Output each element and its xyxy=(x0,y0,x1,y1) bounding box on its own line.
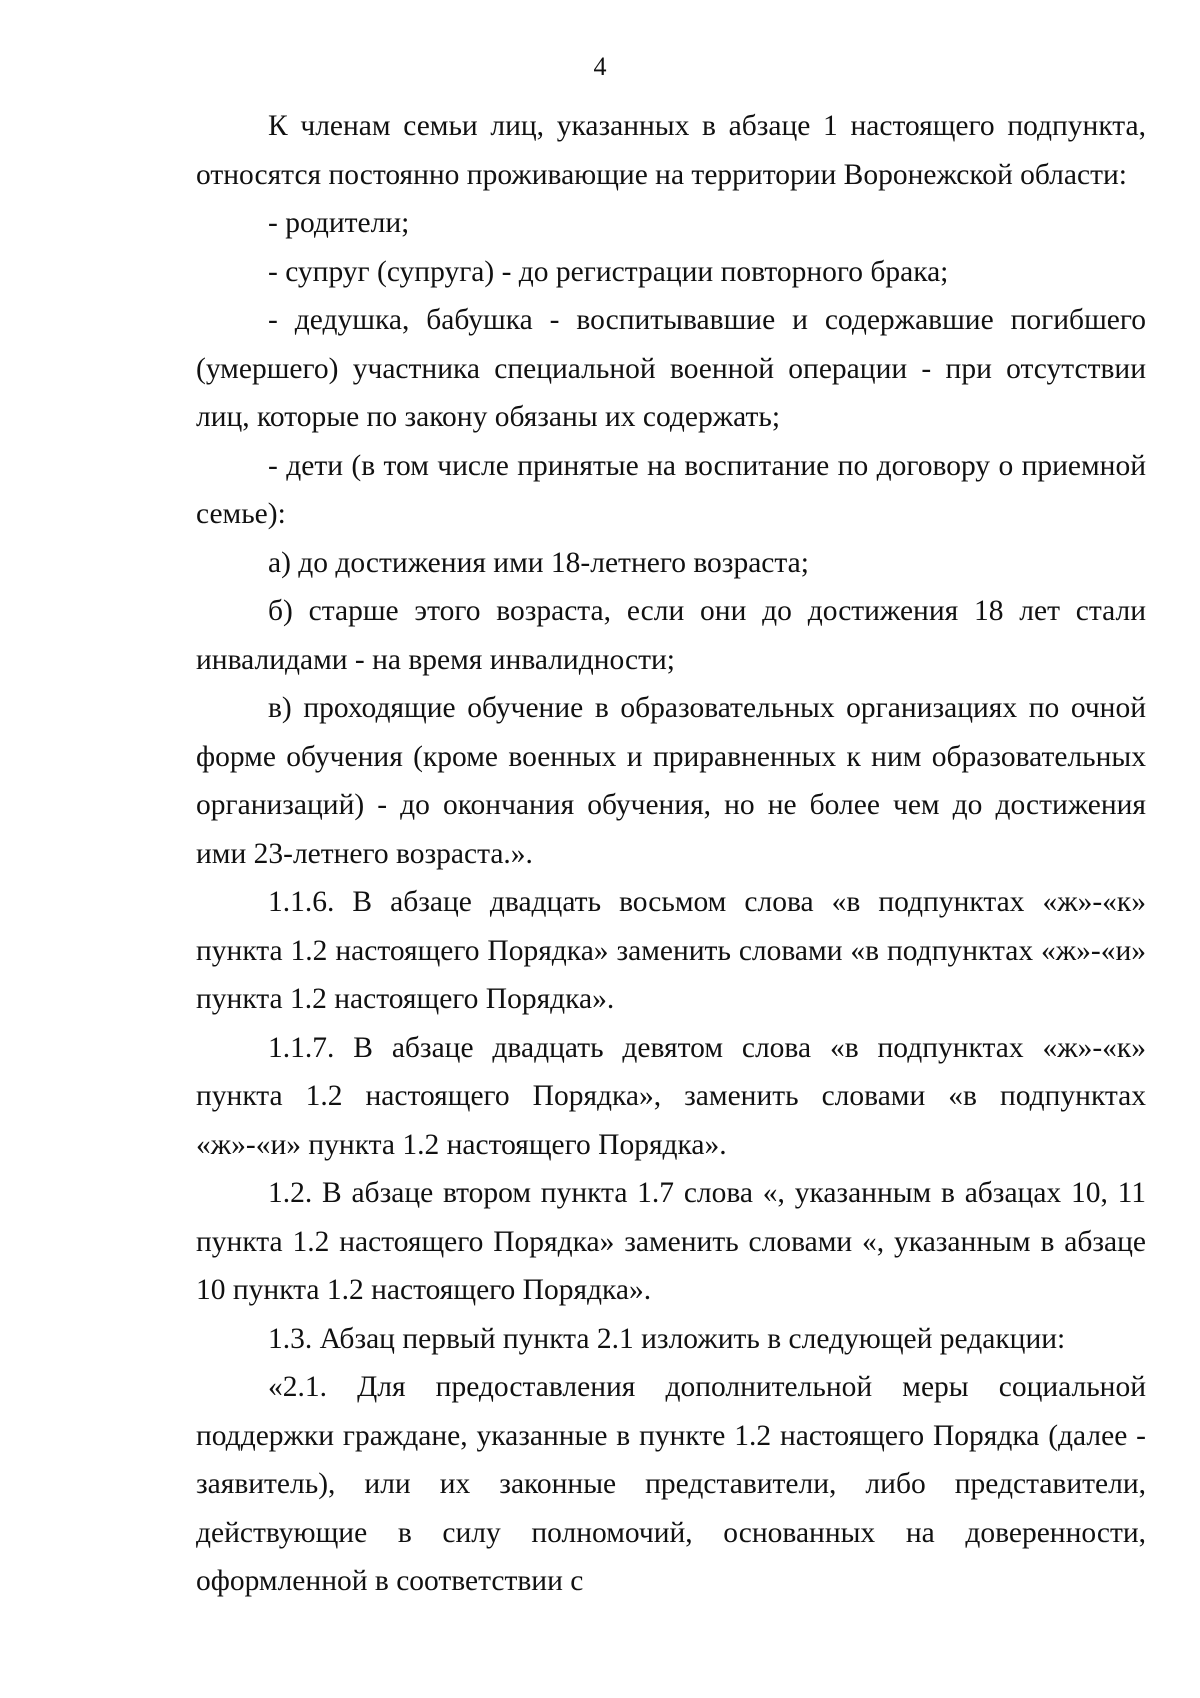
paragraph-parents: - родители; xyxy=(268,207,410,239)
paragraph-1-1-6: 1.1.6. В абзаце двадцать восьмом слова «в подпунктах «ж»-«к» пункта 1.2 настоящего Порядка» заменить словами «в подпунктах «ж»-«и» пункта 1.2 настоящего Порядка». xyxy=(196,886,1146,1015)
paragraph-item-b: б) старше этого возраста, если они до достижения 18 лет стали инвалидами - на время инвалидности; xyxy=(196,595,1146,676)
paragraph-children: - дети (в том числе принятые на воспитание по договору о приемной семье): xyxy=(196,449,1146,530)
paragraph-grandparents: - дедушка, бабушка - воспитывавшие и содержавшие погибшего (умершего) участника специальной военной операции - при отсутствии лиц, которые по закону обязаны их содержать; xyxy=(196,304,1146,433)
paragraph-family-members: К членам семьи лиц, указанных в абзаце 1 настоящего подпункта, относятся постоянно проживающие на территории Воронежской области: xyxy=(196,110,1146,191)
paragraph-2-1: «2.1. Для предоставления дополнительной меры социальной поддержки граждане, указанные в пункте 1.2 настоящего Порядка (далее - заявитель), или их законные представители, либо представители, действующие в силу полномочий, основанных на доверенности, оформленной в соответствии с xyxy=(196,1371,1146,1597)
document-body xyxy=(196,102,1146,1606)
page-number: 4 xyxy=(593,52,607,81)
paragraph-1-2: 1.2. В абзаце втором пункта 1.7 слова «, указанным в абзацах 10, 11 пункта 1.2 настоящего Порядка» заменить словами «, указанным в абзаце 10 пункта 1.2 настоящего Порядка». xyxy=(196,1177,1146,1306)
paragraph-spouse: - супруг (супруга) - до регистрации повторного брака; xyxy=(268,255,949,288)
paragraph-1-3: 1.3. Абзац первый пункта 2.1 изложить в следующей редакции: xyxy=(268,1322,1066,1355)
paragraph-item-v: в) проходящие обучение в образовательных организациях по очной форме обучения (кроме военных и приравненных к ним образовательных организаций) - до окончания обучения, но не более чем до достижения ими 23-летнего возраста.». xyxy=(196,692,1146,870)
paragraph-1-1-7: 1.1.7. В абзаце двадцать девятом слова «в подпунктах «ж»-«к» пункта 1.2 настоящего Порядка», заменить словами «в подпунктах «ж»-«и» пункта 1.2 настоящего Порядка». xyxy=(196,1031,1146,1161)
paragraph-item-a: а) до достижения ими 18-летнего возраста; xyxy=(268,546,809,579)
